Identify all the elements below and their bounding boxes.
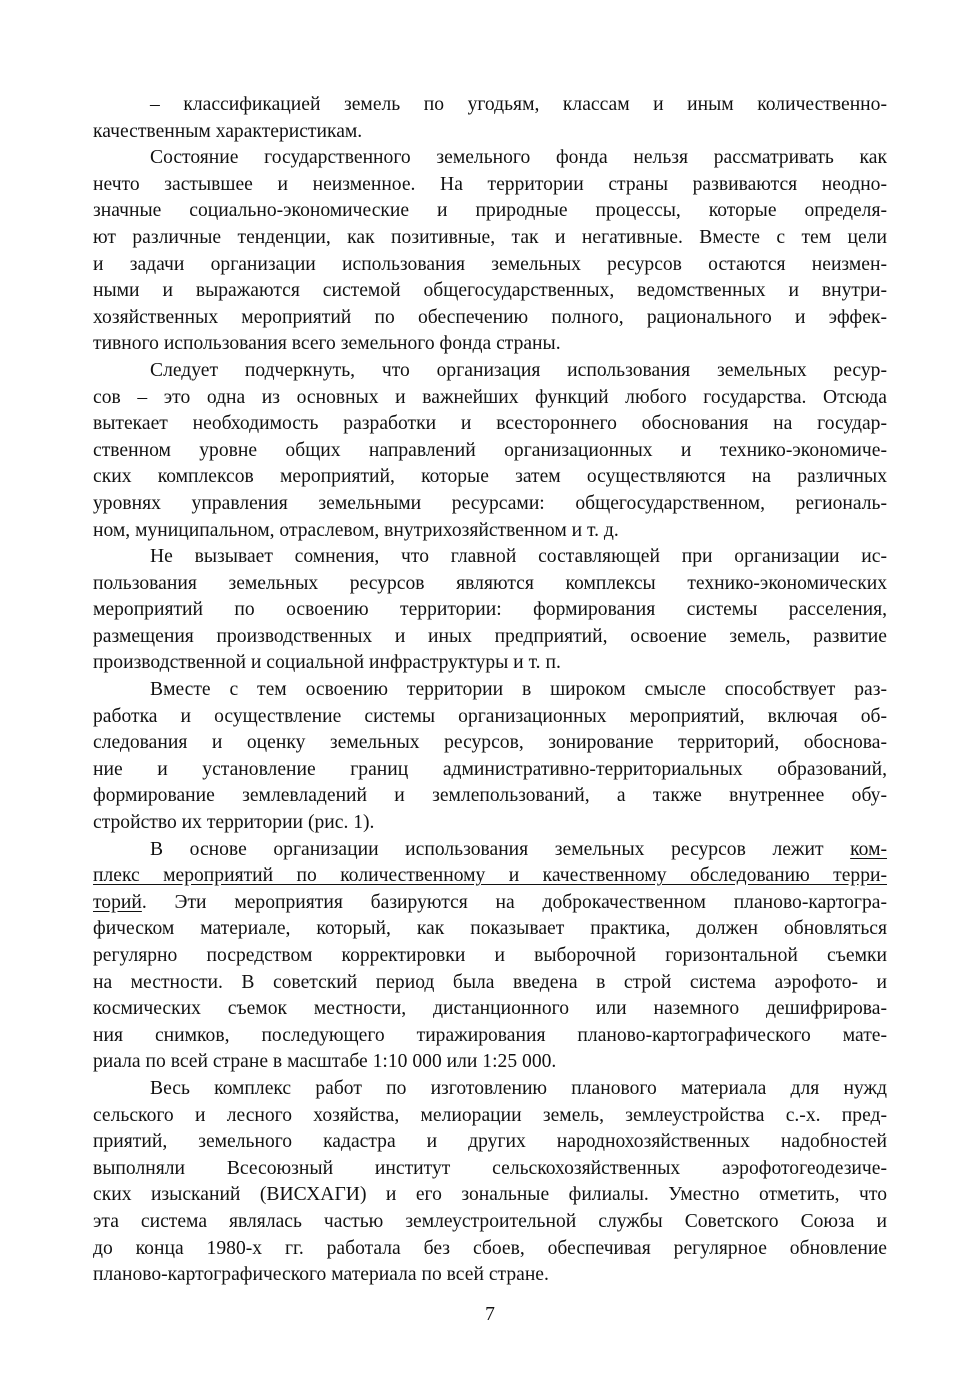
text-line: сельского и лесного хозяйства, мелиорации земель, землеустройства с.-х. пред- [93, 1104, 887, 1126]
underlined-text: плекс мероприятий по количественному и качественному обследованию терри- [93, 865, 887, 887]
paragraph [93, 677, 887, 837]
text-line: – классификацией земель по угодьям, классам и иным количественно- [150, 94, 887, 115]
text-line: и задачи организации использования земельных ресурсов остаются неизмен- [93, 253, 887, 275]
paragraph [93, 358, 887, 544]
text-line: риала по всей стране в масштабе 1:10 000 или 1:25 000. [93, 1051, 557, 1073]
page-number: 7 [485, 1304, 495, 1325]
text-line: выполняли Всесоюзный институт сельскохозяйственных аэрофотогеодезиче- [93, 1157, 887, 1179]
text-line: эта система являлась частью землеустроительной службы Советского Союза и [93, 1210, 887, 1232]
text-line [93, 837, 887, 864]
text-line: пользования земельных ресурсов являются комплексы технико-экономических [93, 572, 887, 594]
text-line [93, 890, 887, 917]
text-line: тивного использования всего земельного фонда страны. [93, 333, 561, 355]
text-line: качественным характеристикам. [93, 120, 363, 142]
text-line: Состояние государственного земельного фонда нельзя рассматривать как [150, 147, 887, 169]
text-segment: В основе организации использования земельных ресурсов лежит [150, 838, 851, 860]
text-line: Не вызывает сомнения, что главной составляющей при организации ис- [150, 546, 887, 568]
text-line: регулярно посредством корректировки и выборочной горизонтальной съемки [93, 945, 887, 966]
text-line: планово-картографического материала по всей стране. [93, 1264, 549, 1286]
text-line: фическом материале, который, как показывает практика, должен обновляться [93, 918, 887, 940]
text-line: следования и оценку земельных ресурсов, зонирование территорий, обоснова- [93, 732, 887, 754]
text-line: хозяйственных мероприятий по обеспечению полного, рационального и эффек- [93, 306, 887, 328]
text-line: ния снимков, последующего тиражирования планово-картографического мате- [93, 1024, 887, 1046]
text-line: ственном уровне общих направлений организационных и технико-экономиче- [93, 439, 887, 461]
text-line: до конца 1980-х гг. работала без сбоев, обеспечивая регулярное обновление [93, 1237, 887, 1259]
text-line: ние и установление границ административно-территориальных образований, [93, 758, 887, 780]
text-line: сов – это одна из основных и важнейших функций любого государства. Отсюда [93, 386, 887, 408]
text-line: на местности. В советский период была введена в строй система аэрофото- и [93, 971, 887, 993]
underlined-text: торий [93, 891, 142, 913]
paragraph [93, 92, 887, 145]
text-line: работка и осуществление системы организационных мероприятий, включая об- [93, 705, 887, 727]
paragraph [93, 145, 887, 358]
text-line: ют различные тенденции, как позитивные, так и негативные. Вместе с тем цели [93, 226, 887, 248]
underlined-text: ком- [850, 838, 887, 860]
text-line: ских изысканий (ВИСХАГИ) и его зональные филиалы. Уместно отметить, что [93, 1184, 887, 1206]
text-line: вытекает необходимость разработки и всестороннего обоснования на государ- [93, 413, 887, 435]
text-line: уровнях управления земельными ресурсами: общегосударственном, региональ- [93, 492, 887, 514]
text-line: космических съемок местности, дистанционного или наземного дешифрирова- [93, 998, 887, 1020]
text-line: Вместе с тем освоению территории в широком смысле способствует раз- [150, 679, 887, 701]
text-line: приятий, земельного кадастра и других народнохозяйственных надобностей [93, 1131, 887, 1153]
text-line: значные социально-экономические и природные процессы, которые определя- [93, 200, 887, 222]
text-line: Следует подчеркнуть, что организация использования земельных ресур- [150, 359, 887, 381]
text-line: стройство их территории (рис. 1). [93, 812, 375, 834]
text-line: ских комплексов мероприятий, которые затем осуществляются на различных [93, 466, 887, 488]
text-line: мероприятий по освоению территории: формирования системы расселения, [93, 599, 887, 621]
text-line: Весь комплекс работ по изготовлению планового материала для нужд [150, 1077, 887, 1099]
paragraph [93, 1076, 887, 1289]
text-line: нечто застывшее и неизменное. На территории страны развиваются неодно- [93, 173, 887, 195]
body-text [93, 92, 887, 1289]
text-line: формирование землевладений и землепользований, а также внутреннее обу- [93, 785, 887, 807]
text-line: ными и выражаются системой общегосударственных, ведомственных и внутри- [93, 280, 887, 302]
text-segment: . Эти мероприятия базируются на доброкачественном планово-картогра- [141, 891, 887, 913]
paragraph [93, 544, 887, 677]
text-line [93, 863, 887, 890]
text-line: размещения производственных и иных предприятий, освоение земель, развитие [93, 625, 887, 647]
paragraph [93, 837, 887, 1076]
text-line: ном, муниципальном, отраслевом, внутрихозяйственном и т. д. [93, 519, 619, 541]
text-line: производственной и социальной инфраструктуры и т. п. [93, 652, 561, 674]
